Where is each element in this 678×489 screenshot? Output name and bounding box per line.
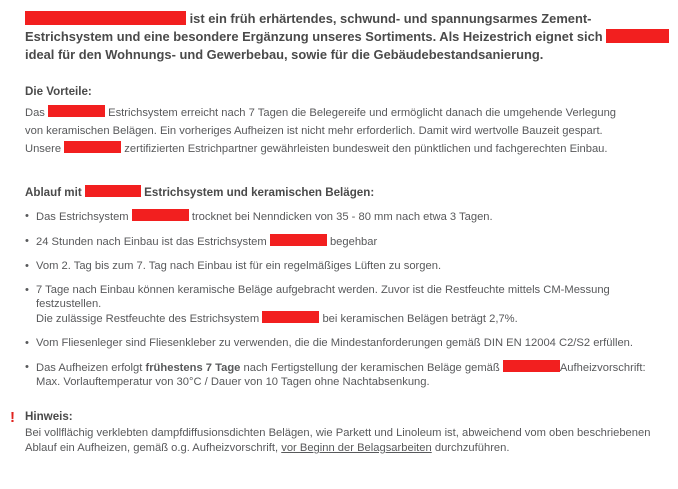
redacted-product-name xyxy=(270,234,327,246)
ablauf-heading-text: Ablauf mit xyxy=(25,186,82,199)
list-item xyxy=(25,283,665,326)
vorteile-heading: Die Vorteile: xyxy=(25,85,92,98)
ablauf-heading-text: Estrichsystem und keramischen Belägen: xyxy=(144,186,375,199)
redacted-product-name xyxy=(503,360,560,372)
list-item-text: begehbar xyxy=(329,236,378,248)
list-item-text: 7 Tage nach Einbau können keramische Beläge aufgebracht werden. Zuvor ist die Restfeuchte mittels CM-Messung festzustellen. xyxy=(36,284,610,310)
vorteile-text: Estrichsystem erreicht nach 7 Tagen die Belegereife und ermöglicht danach die umgehende Verlegung xyxy=(108,107,617,119)
redacted-product-name xyxy=(606,29,669,43)
intro-paragraph xyxy=(25,10,670,64)
ablauf-list xyxy=(25,209,665,389)
redacted-product-name xyxy=(48,105,105,117)
vorteile-text: zertifizierten Estrichpartner gewährleisten bundesweit den pünktlichen und fachgerechten Einbau. xyxy=(124,143,608,155)
list-item xyxy=(25,234,665,249)
list-item xyxy=(25,209,665,224)
list-item-text: nach Fertigstellung der keramischen Beläge gemäß xyxy=(243,362,500,374)
list-item-text: bei keramischen Belägen beträgt 2,7%. xyxy=(322,313,518,325)
hinweis-text xyxy=(25,426,670,456)
hinweis-text-part: Bei vollflächig verklebten dampfdiffusionsdichten Belägen, wie Parkett und Linoleum ist, abweichend vom oben beschriebenen Ablauf ein Aufheizen, gemäß o.g. Aufheizvorschrift, xyxy=(25,427,651,454)
redacted-product-name xyxy=(132,209,189,221)
redacted-product-name xyxy=(25,11,186,25)
redacted-product-name xyxy=(85,185,141,197)
underlined-text: vor Beginn der Belagsarbeiten xyxy=(281,442,432,454)
vorteile-text: Unsere xyxy=(25,143,62,155)
redacted-product-name xyxy=(64,141,121,153)
list-item-text: Vom Fliesenleger sind Fliesenkleber zu verwenden, die die Mindestanforderungen gemäß DIN EN 12004 C2/S2 erfüllen. xyxy=(36,337,633,349)
redacted-product-name xyxy=(262,311,319,323)
list-item xyxy=(25,259,665,273)
warning-icon: ! xyxy=(10,409,15,426)
list-item xyxy=(25,336,665,350)
vorteile-text: Das xyxy=(25,107,45,119)
list-item-text: Aufheizvorschrift: xyxy=(559,362,646,374)
list-item-text: Vom 2. Tag bis zum 7. Tag nach Einbau ist für ein regelmäßiges Lüften zu sorgen. xyxy=(36,260,442,272)
list-item-text: Das Estrichsystem xyxy=(36,211,129,223)
list-item-text: Max. Vorlauftemperatur von 30°C / Dauer von 10 Tagen ohne Nachtabsenkung. xyxy=(36,376,430,388)
list-item-text: Die zulässige Restfeuchte des Estrichsystem xyxy=(36,313,260,325)
list-item-text: Das Aufheizen erfolgt xyxy=(36,362,143,374)
emphasis-text: frühestens 7 Tage xyxy=(145,362,241,374)
vorteile-paragraph xyxy=(25,104,665,158)
vorteile-text: von keramischen Belägen. Ein vorheriges Aufheizen ist nicht mehr erforderlich. Damit wird wertvolle Bauzeit gespart. xyxy=(25,125,603,137)
intro-text-part1: ist ein früh erhärtendes, schwund- und spannungsarmes Zement-Estrichsystem und eine besondere Ergänzung unseres Sortiments. Als Heizestrich eignet sich xyxy=(25,11,603,44)
intro-text-part2: ideal für den Wohnungs- und Gewerbebau, sowie für die Gebäudebestandsanierung. xyxy=(25,47,544,62)
list-item xyxy=(25,360,665,389)
hinweis-text-part: durchzuführen. xyxy=(434,442,510,454)
list-item-text: 24 Stunden nach Einbau ist das Estrichsystem xyxy=(36,236,267,248)
hinweis-title: Hinweis: xyxy=(25,410,73,423)
ablauf-heading xyxy=(25,185,374,199)
list-item-text: trocknet bei Nenndicken von 35 - 80 mm nach etwa 3 Tagen. xyxy=(191,211,493,223)
